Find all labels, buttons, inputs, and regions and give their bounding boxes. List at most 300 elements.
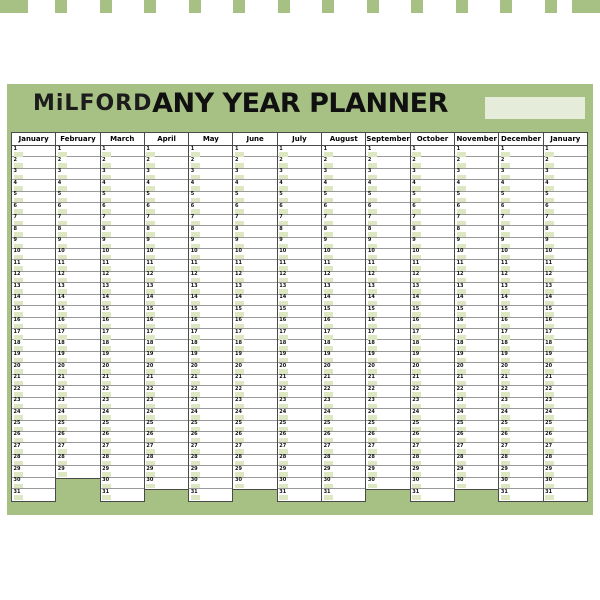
day-note-square: [146, 358, 155, 363]
day-cell: [366, 306, 409, 317]
day-cell: [189, 180, 232, 191]
day-note-square: [58, 358, 67, 363]
day-note-square: [545, 301, 554, 306]
day-number: 31: [13, 488, 21, 495]
day-note-square: [235, 472, 244, 477]
day-number: 1: [57, 145, 62, 152]
day-cell: [101, 340, 144, 351]
day-number: 6: [545, 202, 549, 209]
day-note-square: [457, 186, 466, 191]
day-number: 18: [323, 339, 331, 346]
day-cell: [278, 466, 321, 477]
day-number: 17: [102, 328, 110, 335]
day-cell: [499, 489, 542, 500]
day-note-square: [14, 392, 23, 397]
day-cell: [101, 363, 144, 374]
day-number: 3: [545, 168, 549, 175]
day-number: 15: [102, 305, 110, 312]
day-note-square: [501, 461, 510, 466]
day-cell: [12, 386, 55, 397]
day-cell: [189, 146, 232, 157]
day-note-square: [102, 152, 111, 157]
day-number: 20: [412, 362, 420, 369]
day-note-square: [324, 438, 333, 443]
day-number: 23: [146, 397, 154, 404]
day-cell: [455, 432, 498, 443]
day-note-square: [235, 324, 244, 329]
top-edge-segment: [322, 0, 334, 13]
day-cell: [145, 432, 188, 443]
day-number: 3: [456, 168, 461, 175]
day-number: 11: [456, 259, 464, 266]
day-note-square: [279, 438, 288, 443]
day-number: 8: [545, 225, 549, 232]
day-cell: [322, 295, 365, 306]
day-cell: [101, 295, 144, 306]
day-note-square: [102, 415, 111, 420]
day-cell: [56, 466, 99, 477]
day-note-square: [545, 289, 554, 294]
year-entry-box: [485, 97, 585, 119]
day-number: 10: [367, 248, 375, 255]
day-note-square: [58, 381, 67, 386]
day-cell: [499, 386, 542, 397]
day-number: 29: [412, 465, 420, 472]
day-cell: [12, 226, 55, 237]
day-cell: [145, 352, 188, 363]
day-cell: [499, 352, 542, 363]
day-cell: [366, 352, 409, 363]
day-cell: [322, 398, 365, 409]
day-note-square: [457, 266, 466, 271]
day-cell: [366, 260, 409, 271]
day-cell: [411, 329, 454, 340]
day-cell: [12, 352, 55, 363]
day-number: 16: [57, 317, 65, 324]
day-cell: [322, 272, 365, 283]
day-number: 28: [456, 454, 464, 461]
day-number: 10: [500, 248, 508, 255]
day-note-square: [279, 186, 288, 191]
day-note-square: [368, 335, 377, 340]
day-cell: [278, 226, 321, 237]
month-header: November: [455, 133, 498, 146]
day-number: 22: [545, 385, 553, 392]
day-number: 4: [146, 179, 150, 186]
day-number: 28: [279, 454, 287, 461]
day-note-square: [235, 255, 244, 260]
month-column-february-1: [55, 132, 100, 479]
day-cell: [278, 352, 321, 363]
day-note-square: [545, 415, 554, 420]
day-number: 13: [323, 282, 331, 289]
day-cell: [145, 340, 188, 351]
day-number: 14: [279, 294, 287, 301]
day-note-square: [545, 312, 554, 317]
day-number: 3: [323, 168, 328, 175]
day-note-square: [191, 244, 200, 249]
day-note-square: [279, 266, 288, 271]
day-cell: [12, 260, 55, 271]
day-note-square: [191, 427, 200, 432]
day-note-square: [279, 209, 288, 214]
day-note-square: [279, 152, 288, 157]
day-note-square: [457, 152, 466, 157]
day-cell: [278, 283, 321, 294]
day-number: 11: [367, 259, 375, 266]
day-number: 19: [102, 351, 110, 358]
day-note-square: [324, 369, 333, 374]
month-column-january-12: [543, 132, 588, 502]
day-number: 13: [102, 282, 110, 289]
day-cell: [12, 215, 55, 226]
day-note-square: [279, 369, 288, 374]
day-note-square: [457, 255, 466, 260]
day-cell: [278, 157, 321, 168]
day-number: 15: [412, 305, 420, 312]
day-number: 11: [234, 259, 242, 266]
day-number: 11: [500, 259, 508, 266]
day-note-square: [58, 312, 67, 317]
day-note-square: [279, 289, 288, 294]
day-cell: [544, 192, 587, 203]
day-note-square: [368, 163, 377, 168]
day-cell: [233, 249, 276, 260]
day-cell: [12, 318, 55, 329]
day-cell: [101, 398, 144, 409]
day-cell: [544, 180, 587, 191]
day-cell: [101, 215, 144, 226]
day-number: 4: [234, 179, 239, 186]
day-number: 6: [412, 202, 416, 209]
day-note-square: [501, 335, 510, 340]
day-number: 16: [412, 317, 420, 324]
day-number: 22: [367, 385, 375, 392]
day-cell: [322, 306, 365, 317]
day-number: 14: [367, 294, 375, 301]
day-cell: [455, 180, 498, 191]
day-number: 7: [545, 214, 549, 221]
day-cell: [544, 352, 587, 363]
month-column-september-8: [365, 132, 410, 490]
day-note-square: [58, 209, 67, 214]
day-number: 28: [146, 454, 154, 461]
day-cell: [411, 226, 454, 237]
day-cell: [499, 363, 542, 374]
day-number: 7: [102, 214, 106, 221]
day-number: 14: [545, 294, 553, 301]
day-number: 15: [146, 305, 154, 312]
day-number: 31: [102, 488, 110, 495]
day-number: 27: [545, 442, 553, 449]
day-note-square: [191, 404, 200, 409]
day-number: 25: [234, 420, 242, 426]
day-number: 18: [456, 339, 464, 346]
day-note-square: [324, 324, 333, 329]
day-note-square: [501, 266, 510, 271]
day-note-square: [191, 438, 200, 443]
day-note-square: [501, 232, 510, 237]
day-cell: [366, 386, 409, 397]
day-cell: [499, 443, 542, 454]
day-cell: [145, 272, 188, 283]
day-cell: [101, 432, 144, 443]
day-cell: [366, 455, 409, 466]
day-note-square: [146, 312, 155, 317]
day-note-square: [235, 175, 244, 180]
day-number: 26: [190, 431, 198, 438]
day-number: 25: [456, 420, 464, 426]
day-cell: [101, 466, 144, 477]
day-cell: [544, 226, 587, 237]
day-cell: [233, 375, 276, 386]
day-note-square: [14, 232, 23, 237]
day-note-square: [279, 461, 288, 466]
day-cell: [544, 238, 587, 249]
day-cell: [189, 295, 232, 306]
day-note-square: [58, 198, 67, 203]
day-cell: [189, 386, 232, 397]
day-number: 23: [412, 397, 420, 404]
day-cell: [366, 295, 409, 306]
day-cell: [101, 352, 144, 363]
day-cell: [56, 421, 99, 432]
day-cell: [544, 295, 587, 306]
day-cell: [499, 249, 542, 260]
day-cell: [189, 318, 232, 329]
day-cell: [366, 215, 409, 226]
day-cell: [12, 157, 55, 168]
day-note-square: [102, 221, 111, 226]
day-number: 12: [279, 271, 287, 278]
day-note-square: [102, 278, 111, 283]
day-number: 11: [146, 259, 154, 266]
day-number: 1: [412, 145, 416, 152]
day-number: 4: [13, 179, 17, 186]
day-number: 22: [500, 385, 508, 392]
day-cell: [278, 203, 321, 214]
day-note-square: [191, 392, 200, 397]
day-note-square: [235, 244, 244, 249]
day-number: 12: [13, 271, 21, 278]
day-cell: [145, 180, 188, 191]
day-cell: [278, 272, 321, 283]
day-note-square: [545, 198, 554, 203]
day-note-square: [235, 369, 244, 374]
day-number: 19: [279, 351, 287, 358]
day-cell: [366, 363, 409, 374]
day-number: 15: [323, 305, 331, 312]
day-number: 26: [146, 431, 154, 438]
day-note-square: [191, 346, 200, 351]
day-number: 4: [545, 179, 549, 186]
day-number: 21: [323, 374, 331, 381]
day-cell: [322, 409, 365, 420]
day-note-square: [324, 495, 333, 500]
day-note-square: [324, 335, 333, 340]
day-note-square: [324, 244, 333, 249]
day-note-square: [191, 415, 200, 420]
day-cell: [499, 169, 542, 180]
day-note-square: [14, 278, 23, 283]
day-number: 23: [234, 397, 242, 404]
day-note-square: [501, 289, 510, 294]
day-number: 15: [57, 305, 65, 312]
day-note-square: [279, 244, 288, 249]
day-cell: [411, 340, 454, 351]
day-number: 31: [190, 488, 198, 495]
day-note-square: [102, 438, 111, 443]
day-note-square: [58, 472, 67, 477]
day-note-square: [146, 415, 155, 420]
day-cell: [12, 295, 55, 306]
day-cell: [56, 215, 99, 226]
day-note-square: [191, 461, 200, 466]
day-cell: [145, 421, 188, 432]
day-cell: [56, 455, 99, 466]
day-number: 9: [57, 237, 62, 243]
day-cell: [278, 363, 321, 374]
day-note-square: [235, 289, 244, 294]
day-note-square: [279, 346, 288, 351]
month-column-november-10: [454, 132, 499, 490]
day-number: 20: [190, 362, 198, 369]
day-number: 26: [545, 431, 553, 438]
day-note-square: [368, 358, 377, 363]
day-cell: [233, 352, 276, 363]
day-note-square: [324, 163, 333, 168]
day-note-square: [545, 427, 554, 432]
day-number: 23: [190, 397, 198, 404]
day-cell: [499, 238, 542, 249]
day-number: 17: [57, 328, 65, 335]
day-cell: [189, 226, 232, 237]
day-number: 7: [500, 214, 505, 221]
day-number: 16: [13, 317, 21, 324]
day-number: 20: [456, 362, 464, 369]
day-note-square: [457, 472, 466, 477]
day-note-square: [457, 358, 466, 363]
day-note-square: [146, 266, 155, 271]
day-number: 14: [13, 294, 21, 301]
day-cell: [56, 375, 99, 386]
day-number: 23: [323, 397, 331, 404]
day-cell: [544, 466, 587, 477]
day-note-square: [191, 163, 200, 168]
day-number: 20: [146, 362, 154, 369]
day-cell: [56, 238, 99, 249]
day-note-square: [545, 461, 554, 466]
day-note-square: [501, 163, 510, 168]
day-cell: [233, 329, 276, 340]
day-number: 20: [102, 362, 110, 369]
month-column-january-0: [11, 132, 56, 502]
day-cell: [411, 443, 454, 454]
day-number: 20: [13, 362, 21, 369]
day-note-square: [191, 221, 200, 226]
day-note-square: [235, 427, 244, 432]
day-cell: [145, 169, 188, 180]
day-cell: [455, 318, 498, 329]
day-cell: [233, 340, 276, 351]
day-number: 24: [323, 408, 331, 415]
day-number: 10: [545, 248, 553, 255]
day-note-square: [14, 198, 23, 203]
day-number: 11: [190, 259, 198, 266]
day-cell: [56, 340, 99, 351]
day-cell: [499, 409, 542, 420]
day-cell: [322, 478, 365, 489]
day-note-square: [412, 335, 421, 340]
day-note-square: [457, 278, 466, 283]
day-note-square: [501, 472, 510, 477]
day-cell: [411, 283, 454, 294]
day-number: 21: [545, 374, 553, 381]
day-cell: [499, 329, 542, 340]
day-number: 18: [367, 339, 375, 346]
day-number: 29: [279, 465, 287, 472]
day-number: 5: [234, 191, 239, 198]
day-note-square: [279, 198, 288, 203]
day-number: 2: [57, 156, 62, 163]
day-note-square: [58, 346, 67, 351]
day-number: 20: [323, 362, 331, 369]
day-cell: [233, 409, 276, 420]
day-number: 25: [279, 420, 287, 426]
day-number: 11: [323, 259, 331, 266]
day-number: 8: [412, 225, 416, 232]
day-cell: [145, 375, 188, 386]
day-cell: [56, 180, 99, 191]
day-cell: [12, 455, 55, 466]
day-cell: [366, 283, 409, 294]
day-cell: [278, 432, 321, 443]
day-number: 13: [13, 282, 21, 289]
day-cell: [544, 340, 587, 351]
day-number: 14: [323, 294, 331, 301]
day-cell: [12, 203, 55, 214]
day-note-square: [324, 232, 333, 237]
day-cell: [322, 432, 365, 443]
day-note-square: [58, 232, 67, 237]
top-edge-segment: [500, 0, 512, 13]
day-number: 18: [146, 339, 154, 346]
day-number: 27: [146, 442, 154, 449]
day-cell: [189, 249, 232, 260]
day-number: 19: [13, 351, 21, 358]
day-cell: [366, 398, 409, 409]
day-number: 31: [412, 488, 420, 495]
day-cell: [278, 169, 321, 180]
day-note-square: [545, 266, 554, 271]
day-note-square: [368, 404, 377, 409]
day-note-square: [412, 244, 421, 249]
day-number: 2: [146, 156, 150, 163]
day-cell: [366, 340, 409, 351]
day-note-square: [545, 244, 554, 249]
day-cell: [56, 192, 99, 203]
day-number: 29: [234, 465, 242, 472]
day-number: 6: [367, 202, 372, 209]
day-number: 8: [456, 225, 461, 232]
day-number: 2: [234, 156, 239, 163]
day-number: 11: [57, 259, 65, 266]
day-number: 24: [234, 408, 242, 415]
day-cell: [322, 238, 365, 249]
day-cell: [189, 283, 232, 294]
day-cell: [233, 295, 276, 306]
day-cell: [278, 215, 321, 226]
